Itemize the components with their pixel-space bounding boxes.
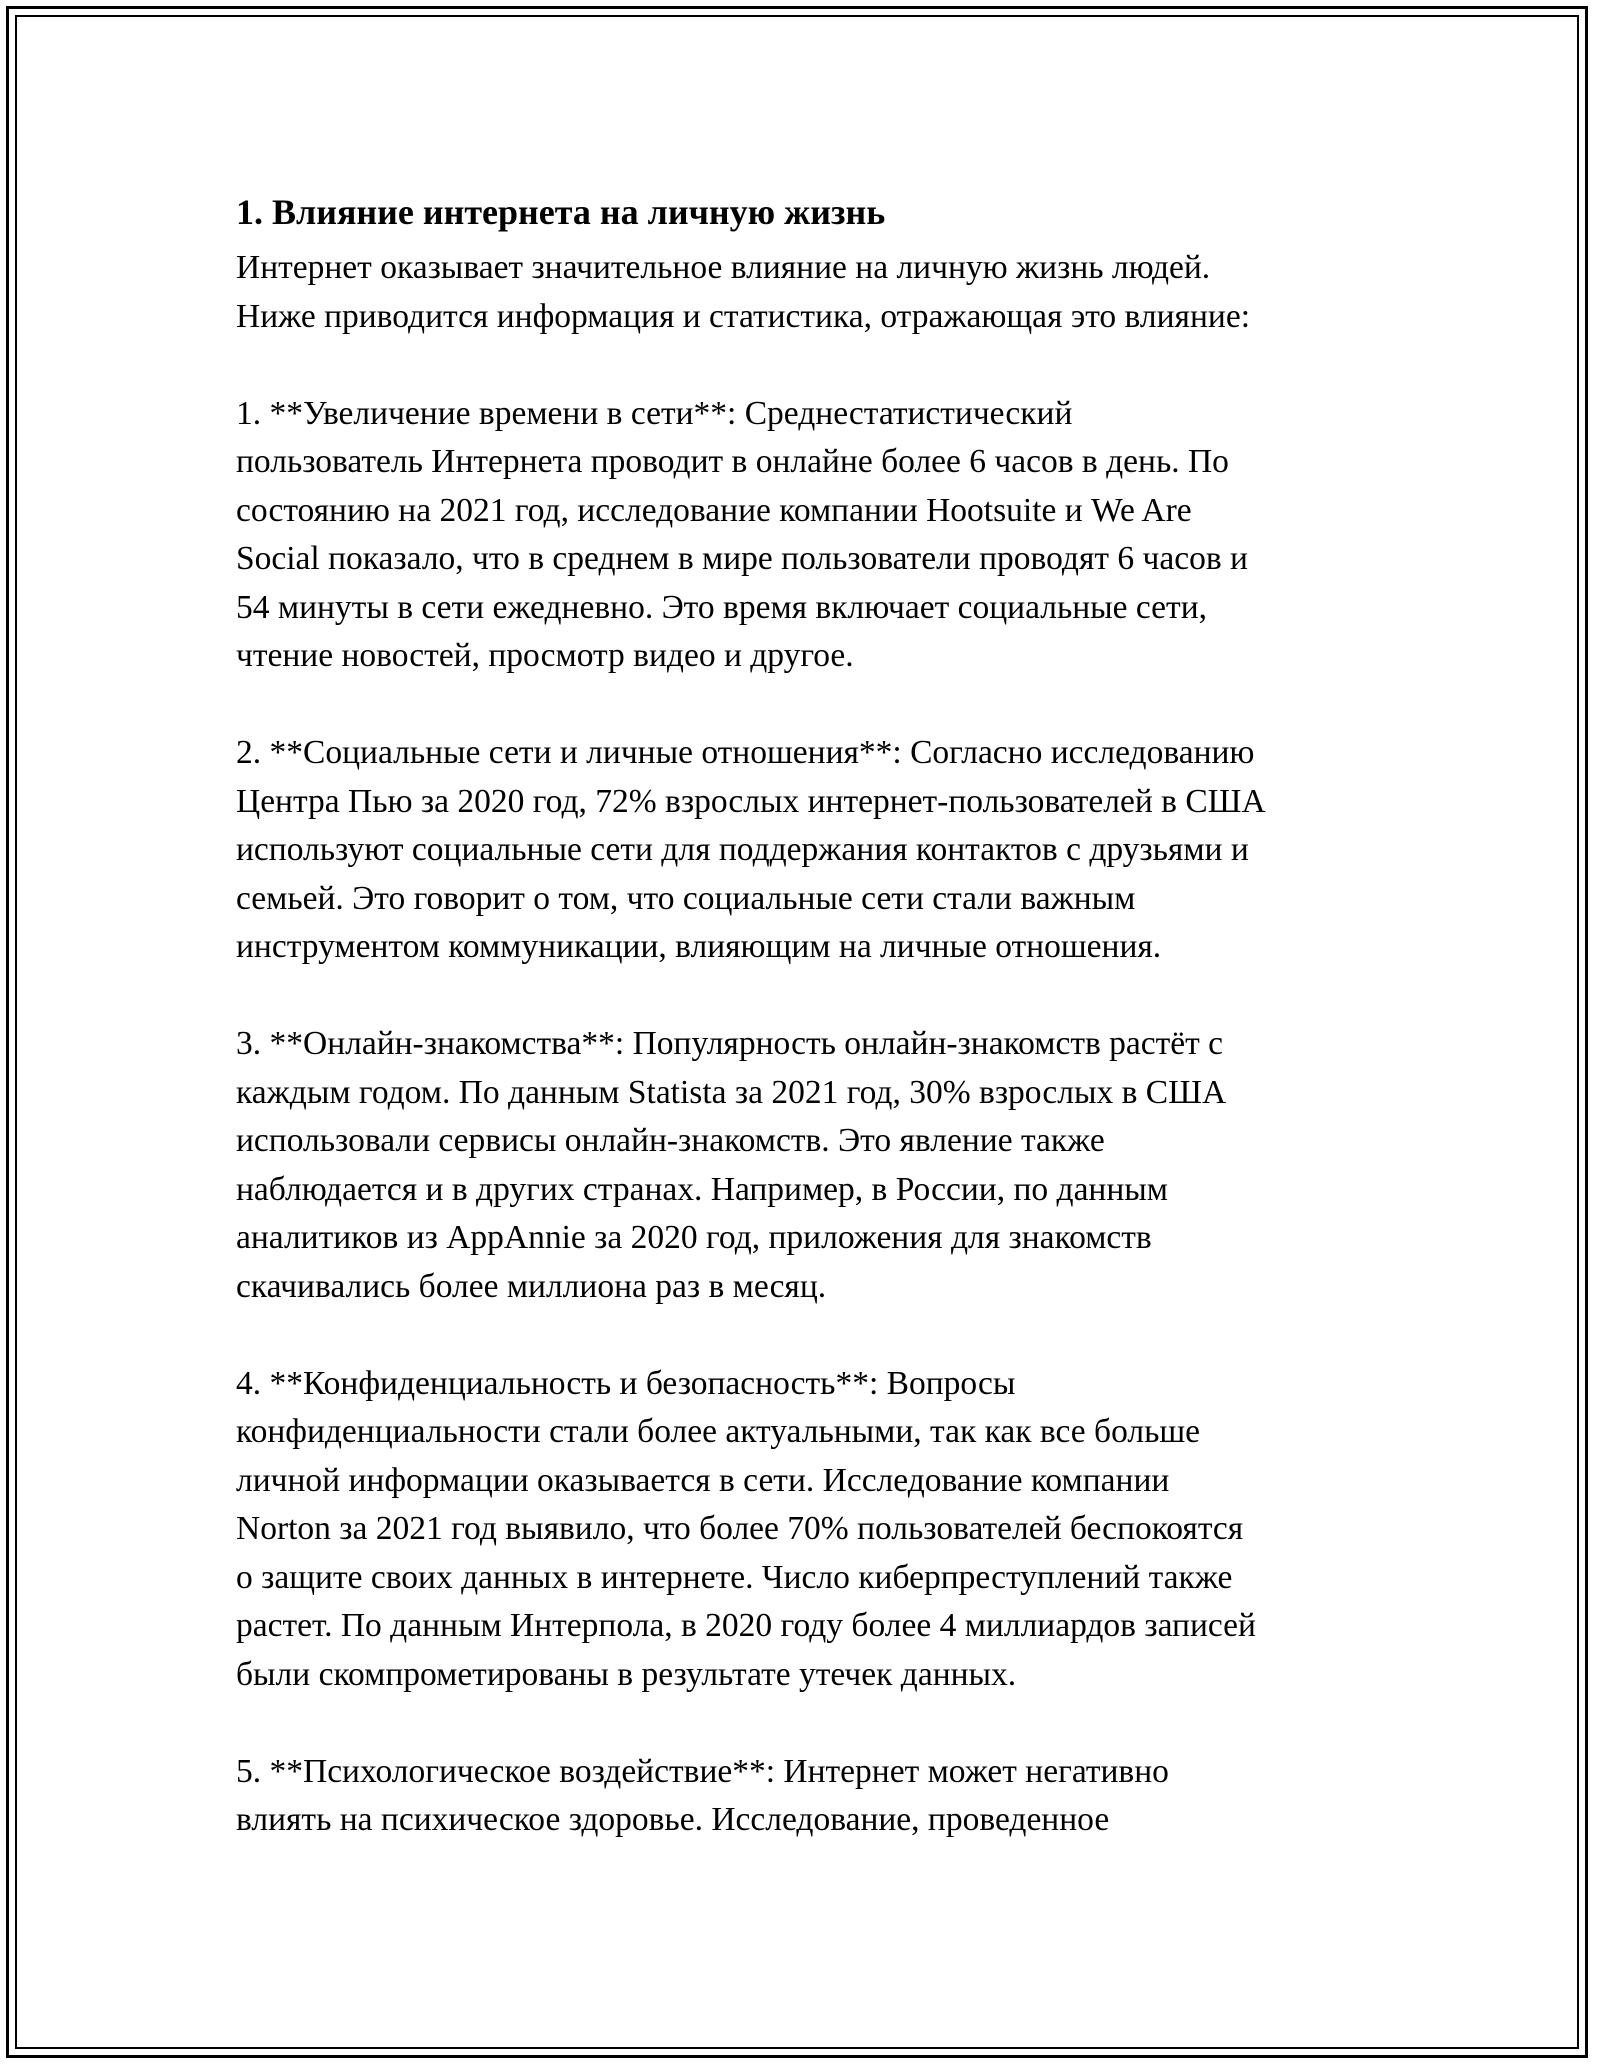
document-page [236,180,1376,1845]
paragraph-gap [236,1699,1376,1748]
text-line: Norton за 2021 год выявило, что более 70% пользователей беспокоятся [236,1510,1244,1547]
text-line: были скомпрометированы в результате утечек данных. [236,1655,1017,1693]
text-line: 3. **Онлайн-знакомства**: Популярность онлайн-знакомств растёт с [236,1025,1224,1062]
section-title: 1. Влияние интернета на личную жизнь [236,192,886,232]
text-line: растет. По данным Интерпола, в 2020 году более 4 миллиардов записей [236,1607,1256,1644]
text-line: семьей. Это говорит о том, что социальные сети стали важным [236,879,1136,917]
list-item-online-dating [236,1020,1376,1311]
text-line: чтение новостей, просмотр видео и другое. [236,637,854,674]
text-line: наблюдается и в других странах. Например, в России, по данным [236,1170,1168,1208]
text-line: 1. **Увеличение времени в сети**: Среднестатистический [236,394,1073,432]
list-item-psychological-impact [236,1748,1376,1845]
text-line: Ниже приводится информация и статистика, отражающая это влияние: [236,297,1250,335]
text-line: инструментом коммуникации, влияющим на личные отношения. [236,928,1162,965]
text-line: пользователь Интернета проводит в онлайне более 6 часов в день. По [236,443,1229,480]
text-line: личной информации оказывается в сети. Исследование компании [236,1461,1170,1499]
paragraph-gap [236,681,1376,730]
text-line: Social показало, что в среднем в мире пользователи проводят 6 часов и [236,540,1248,577]
paragraph-gap [236,341,1376,390]
text-line: 54 минуты в сети ежедневно. Это время включает социальные сети, [236,588,1207,626]
paragraph-gap [236,972,1376,1021]
text-line: о защите своих данных в интернете. Число киберпреступлений также [236,1558,1233,1596]
list-item-time-online [236,390,1376,681]
list-item-privacy-security [236,1360,1376,1700]
text-line: конфиденциальности стали более актуальными, так как все больше [236,1413,1201,1450]
text-line: Центра Пью за 2020 год, 72% взрослых интернет-пользователей в США [236,782,1266,820]
text-line: состоянию на 2021 год, исследование компании Hootsuite и We Are [236,491,1192,529]
text-line: Интернет оказывает значительное влияние на личную жизнь людей. [236,249,1211,286]
text-line: 2. **Социальные сети и личные отношения**: Согласно исследованию [236,734,1255,771]
list-item-social-networks [236,729,1376,972]
text-line: использовали сервисы онлайн-знакомств. Это явление также [236,1122,1105,1159]
text-line: аналитиков из AppAnnie за 2020 год, приложения для знакомств [236,1219,1152,1256]
text-line: используют социальные сети для поддержания контактов с друзьями и [236,831,1249,868]
text-line: каждым годом. По данным Statista за 2021 год, 30% взрослых в США [236,1073,1227,1111]
text-line: влиять на психическое здоровье. Исследование, проведенное [236,1801,1110,1838]
paragraph-gap [236,1311,1376,1360]
text-line: 5. **Психологическое воздействие**: Интернет может негативно [236,1752,1169,1790]
text-line: 4. **Конфиденциальность и безопасность**: Вопросы [236,1364,1016,1402]
text-line: скачивались более миллиона раз в месяц. [236,1267,827,1305]
intro-paragraph [236,244,1376,341]
